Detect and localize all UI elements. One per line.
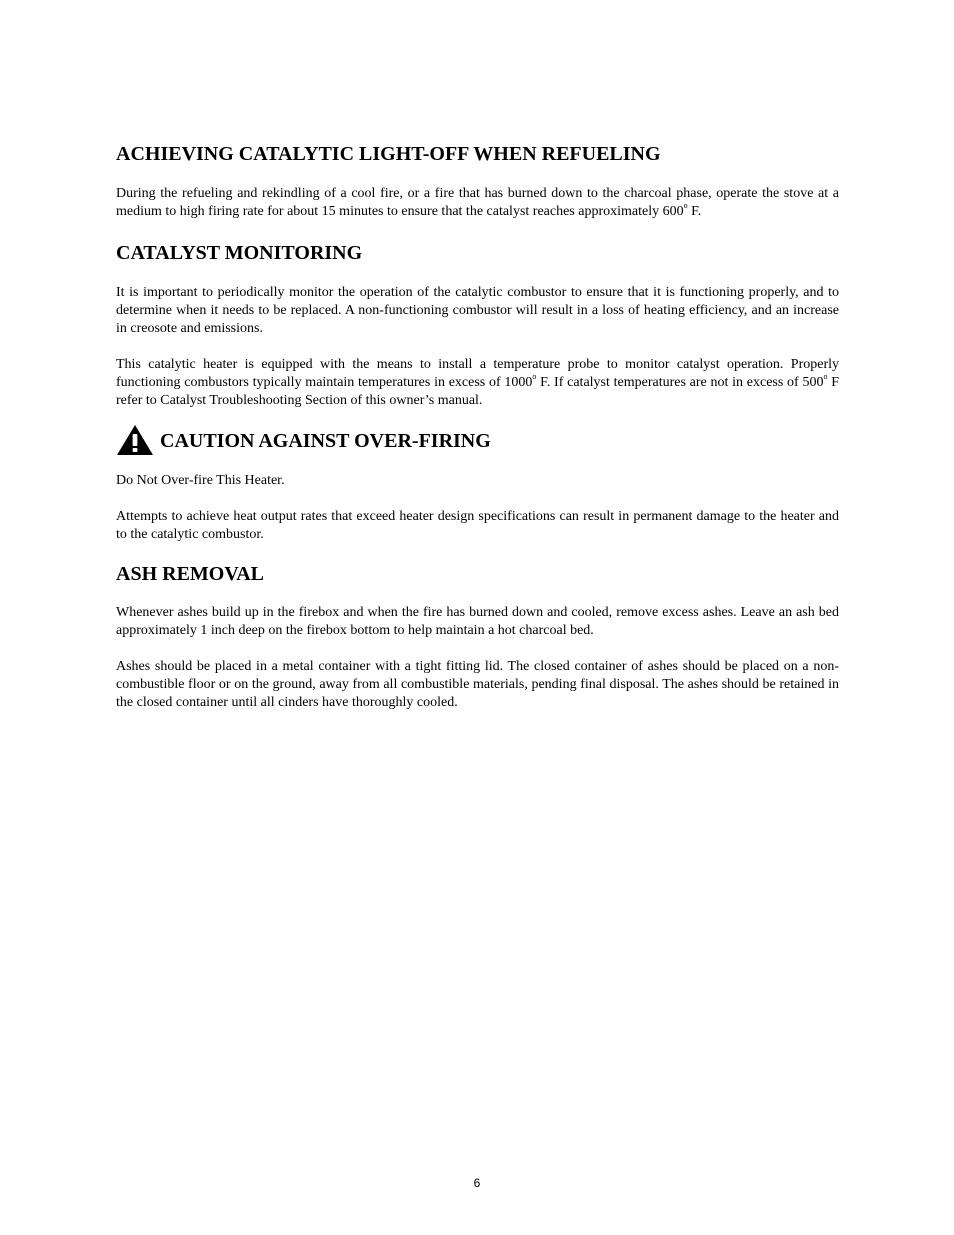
paragraph-caution-2: Attempts to achieve heat output rates that exceed heater design specifications can result in permanent damage to the heater and to the catalytic combustor. <box>116 509 839 542</box>
section-title-catalytic-light-off: ACHIEVING CATALYTIC LIGHT-OFF WHEN REFUELING <box>116 143 661 165</box>
paragraph-caution-1: Do Not Over-fire This Heater. <box>116 473 285 488</box>
paragraph-ash-2: Ashes should be placed in a metal container with a tight fitting lid. The closed container of ashes should be placed on a non-combustible floor or on the ground, away from all combustible materials, pending final disposal. The ashes should be retained in the closed container until all cinders have thoroughly cooled. <box>116 659 839 710</box>
section-title-catalyst-monitoring: CATALYST MONITORING <box>116 242 363 264</box>
degree-symbol: o <box>823 372 828 382</box>
paragraph-text: F. <box>687 204 702 219</box>
section-title-ash-removal: ASH REMOVAL <box>116 563 264 585</box>
warning-triangle-icon <box>116 424 154 456</box>
paragraph-light-off <box>116 185 839 221</box>
paragraph-text: During the refueling and rekindling of a cool fire, or a fire that has burned down to the charcoal phase, operate the stove at a medium to high firing rate for about 15 minutes to ensure that the catalyst reaches approximately 600 <box>116 186 839 219</box>
paragraph-text: F refer to Catalyst Troubleshooting Section of this owner’s manual. <box>116 375 839 408</box>
paragraph-text: F. If catalyst temperatures are not in excess of 500 <box>536 375 824 390</box>
paragraph-monitoring-1: It is important to periodically monitor the operation of the catalytic combustor to ensure that it is functioning properly, and to determine when it needs to be replaced. A non-functioning combustor will result in a loss of heating efficiency, and an increase in creosote and emissions. <box>116 285 839 336</box>
paragraph-ash-1: Whenever ashes build up in the firebox and when the fire has burned down and cooled, remove excess ashes. Leave an ash bed approximately 1 inch deep on the firebox bottom to help maintain a hot charcoal bed. <box>116 605 839 638</box>
caution-heading-row <box>116 422 839 454</box>
degree-symbol: o <box>683 201 688 211</box>
section-title-caution-over-firing: CAUTION AGAINST OVER-FIRING <box>160 430 491 452</box>
page-number: 6 <box>473 1176 481 1190</box>
page-content <box>116 141 839 712</box>
paragraph-monitoring-2 <box>116 356 839 410</box>
paragraph-text: This catalytic heater is equipped with the means to install a temperature probe to monitor catalyst operation. Properly functioning combustors typically maintain temperatures in excess of 1000 <box>116 357 839 390</box>
degree-symbol: o <box>532 372 537 382</box>
